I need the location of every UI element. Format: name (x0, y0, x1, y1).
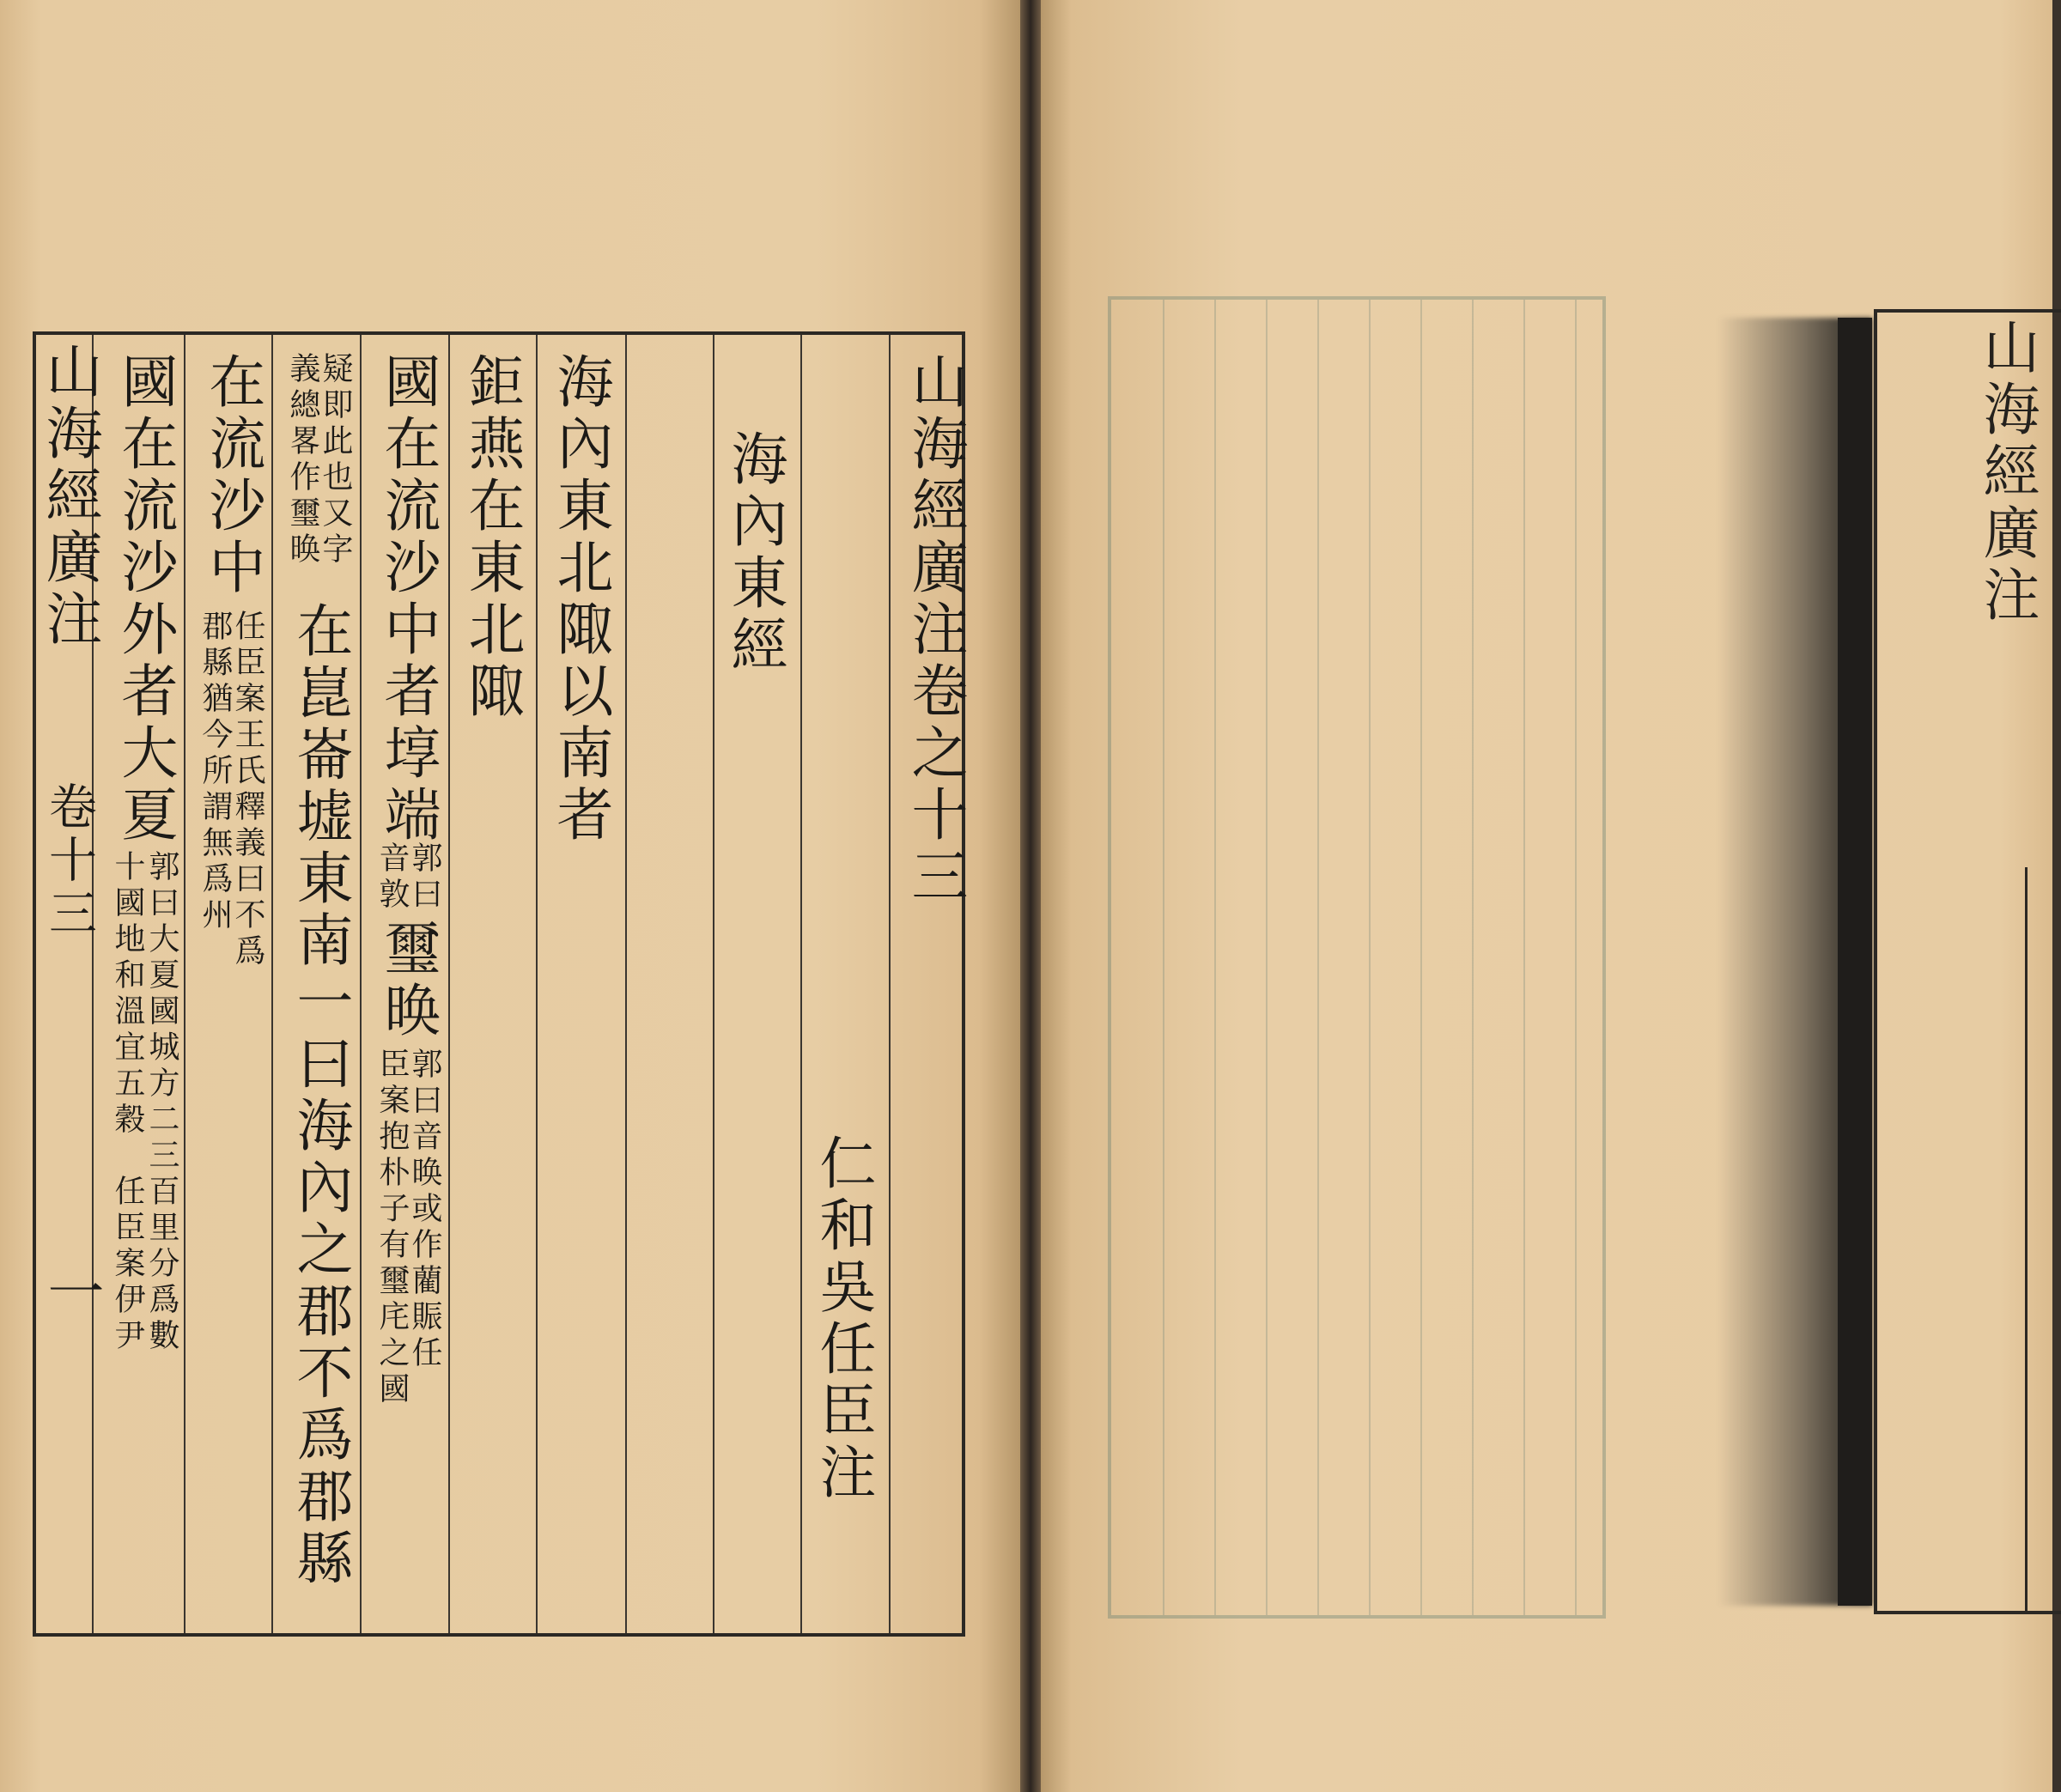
text-line-6-main: 國在流沙外者大夏 (112, 352, 178, 847)
column-rule (536, 335, 538, 1633)
annotation: 任臣案王氏釋義曰不爲 (230, 610, 265, 970)
margin-book-title: 山海經廣注 (36, 342, 102, 651)
annotation: 十國地和溫宜五穀 任臣案伊尹 (110, 850, 145, 1355)
annotation: 疑即此也又字 (318, 352, 353, 568)
text-line-4-main: 在崑崙墟東南一曰海內之郡不爲郡縣 (287, 601, 353, 1590)
author-credit: 仁和吳任臣注 (810, 1133, 876, 1504)
text-line-1: 海內東北陬以南者 (547, 352, 613, 847)
annotation: 臣案抱朴子有璽㡯之國 (374, 1048, 410, 1408)
ink-bar (1838, 318, 1872, 1606)
text-line-5 (196, 352, 264, 1640)
text-line-4 (283, 352, 352, 1640)
plate-edge (2025, 867, 2053, 1614)
annotation: 郡縣猶今所謂無爲州 (198, 610, 233, 934)
text-line-2: 鉅燕在東北陬 (459, 352, 525, 723)
text-line-5-main: 在流沙中 (199, 352, 265, 599)
left-text-frame (33, 331, 968, 1637)
text-line-3-main-b: 璽㬇 (374, 919, 441, 1042)
bleed-through-frame (1108, 296, 1606, 1619)
annotation: 郭曰大夏國城方二三百里分爲數 (144, 850, 179, 1355)
column-rule (448, 335, 450, 1633)
column-rule (800, 335, 802, 1633)
column-rule (184, 335, 185, 1633)
text-line-3-main: 國在流沙中者埻端 (374, 352, 441, 847)
right-margin-title: 山海經廣注 (1973, 318, 2040, 627)
annotation: 郭曰音㬇或作藺賑任 (407, 1048, 442, 1372)
column-rule (360, 335, 362, 1633)
annotation: 義總畧作璽㬇 (285, 352, 320, 568)
margin-volume-number: 卷十三 (41, 781, 97, 941)
volume-title: 山海經廣注卷之十三 (902, 352, 968, 908)
column-rule (271, 335, 273, 1633)
annotation: 音敦 (374, 841, 410, 914)
chapter-heading: 海內東經 (721, 429, 787, 677)
text-line-3 (373, 352, 441, 1640)
margin-page-number: 一 (38, 1262, 104, 1324)
annotation: 郭曰 (407, 841, 442, 914)
column-rule (713, 335, 714, 1633)
column-rule (889, 335, 891, 1633)
text-line-6 (106, 352, 179, 1640)
book-gutter (1020, 0, 1041, 1792)
column-rule (625, 335, 627, 1633)
